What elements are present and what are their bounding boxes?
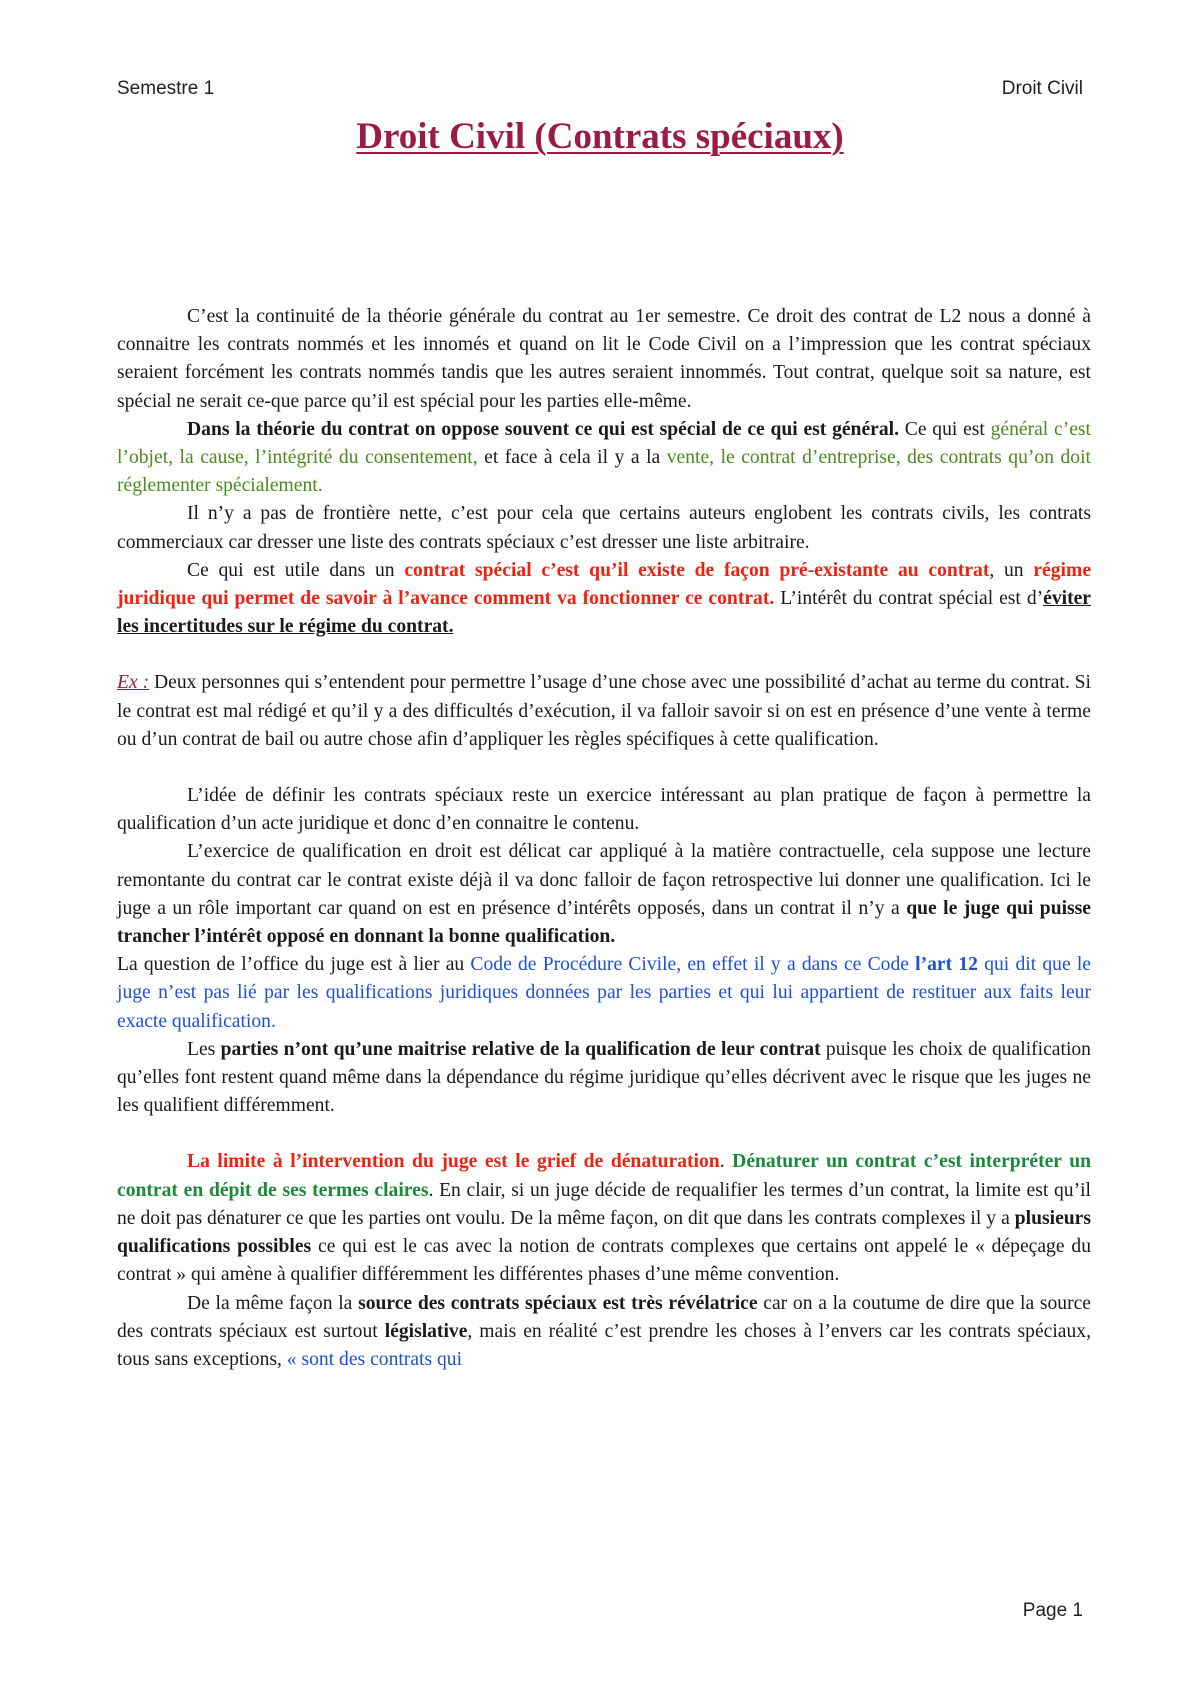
paragraph-3: Il n’y a pas de frontière nette, c’est pour cela que certains auteurs englobent les contrats civils, les contrats commerciaux car dresser une liste des contrats spéciaux c’est dresser une liste arbitraire. <box>117 503 1091 553</box>
paragraph-10: La limite à l’intervention du juge est le grief de dénaturation. Dénaturer un contrat c’est interpréter un contrat en dépit de ses termes claires. En clair, si un juge décide de requalifier les termes d’un contrat, la limite est qu’il ne doit pas dénaturer ce que les parties ont voulu. De la même façon, on dit que dans les contrats complexes il y a plusieurs qualifications possibles ce qui est le cas avec la notion de contrats complexes que certains ont appelé le « dépeçage du contrat » qui amène à qualifier différemment les différentes phases d’une même convention. <box>117 1151 1092 1286</box>
paragraph-2: Dans la théorie du contrat on oppose souvent ce qui est spécial de ce qui est général. Ce qui est général c’est l’objet, la cause, l’intégrité du consentement, et face à cela il y a la vente, le contrat d’entreprise, des contrats qu’on doit réglementer spécialement. <box>117 418 1091 497</box>
paragraph-1: C’est la continuité de la théorie générale du contrat au 1er semestre. Ce droit des contrat de L2 nous a donné à connaitre les contrats nommés et les innomés et quand on lit le Code Civil on a l’impression que les contrat spéciaux seraient forcément les contrats nommés tandis que les autres seraient innommés. Tout contrat, quelque soit sa nature, est spécial ne serait ce-que parce qu’il est spécial pour les parties elle-même. <box>117 306 1091 412</box>
paragraph-6: L’idée de définir les contrats spéciaux reste un exercice intéressant au plan pratique de façon à permettre la qualification d’un acte juridique et donc d’en connaitre le contenu. <box>117 785 1091 835</box>
example-label: Ex : <box>117 672 150 694</box>
paragraph-11: De la même façon la source des contrats spéciaux est très révélatrice car on a la coutume de dire que la source des contrats spéciaux est surtout législative, mais en réalité c’est prendre les choses à l’envers car les contrats spéciaux, tous sans exceptions, « sont des contrats qui <box>117 1292 1091 1370</box>
document-body <box>117 303 1091 1374</box>
paragraph-7: L’exercice de qualification en droit est délicat car appliqué à la matière contractuelle, cela suppose une lecture remontante du contrat car le contrat existe déjà il va donc falloir de façon retrospective lui donner une qualification. Ici le juge a un rôle important car quand on est en présence d’intérêts opposés, dans un contrat il n’y a que le juge qui puisse trancher l’intérêt opposé en donnant la bonne qualification. <box>117 841 1091 948</box>
page-number: Page 1 <box>1022 1600 1083 1621</box>
paragraph-9: Les parties n’ont qu’une maitrise relative de la qualification de leur contrat puisque les choix de qualification qu’elles font restent quand même dans la dépendance du régime juridique qu’elles décrivent avec le risque que les juges ne les qualifient différemment. <box>117 1038 1091 1117</box>
header-right: Droit Civil <box>1001 78 1083 99</box>
paragraph-4: Ce qui est utile dans un contrat spécial c’est qu’il existe de façon pré-existante au contrat, un régime juridique qui permet de savoir à l’avance comment va fonctionner ce contrat. L’intérêt du contrat spécial est d’éviter les incertitudes sur le régime du contrat. <box>117 559 1092 638</box>
paragraph-example: Ex : Deux personnes qui s’entendent pour permettre l’usage d’une chose avec une possibilité d’achat au terme du contrat. Si le contrat est mal rédigé et qu’il y a des difficultés d’exécution, il va falloir savoir si on est en présence d’une vente à terme ou d’un contrat de bail ou autre chose afin d’appliquer les règles spécifiques à cette qualification. <box>117 672 1091 750</box>
document-title: Droit Civil (Contrats spéciaux) <box>356 116 844 157</box>
header-left: Semestre 1 <box>117 78 215 99</box>
paragraph-8: La question de l’office du juge est à lier au Code de Procédure Civile, en effet il y a dans ce Code l’art 12 qui dit que le juge n’est pas lié par les qualifications juridiques données par les parties et qui lui appartient de restituer aux faits leur exacte qualification. <box>117 954 1092 1032</box>
